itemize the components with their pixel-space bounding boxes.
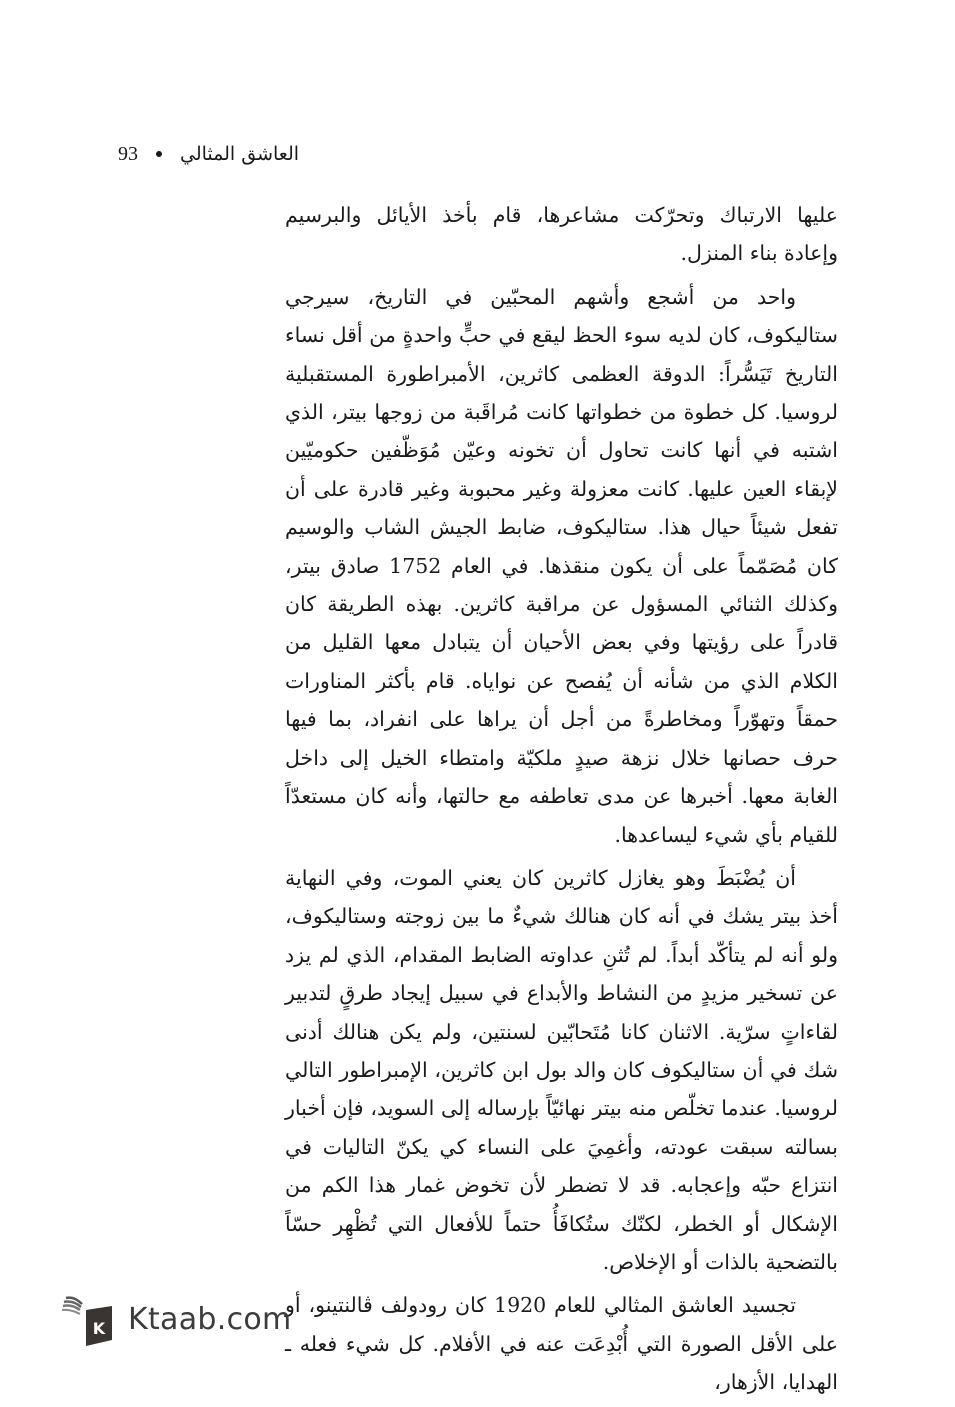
paragraph-2: واحد من أشجع وأشهم المحبّين في التاريخ، سيرجي ستاليكوف، كان لديه سوء الحظ ليقع في حبٍّ واحدةٍ من أقل نساء التاريخ تَيَسُّراً: الدوقة العظمى كاثرين، الأمبراطورة المستقبلية لروسيا. كل خطوة من خطواتها كانت مُراقَبة من زوجها بيتر، الذي اشتبه في أنها كانت تحاول أن تخونه وعيّن مُوَظّفين حكوميّين لإبقاء العين عليها. كانت معزولة وغير محبوبة وغير قادرة على أن تفعل شيئاً حيال هذا. ستاليكوف، ضابط الجيش الشاب والوسيم كان مُصَمّماً على أن يكون منقذها. في العام 1752 صادق بيتر، وكذلك الثنائي المسؤول عن مراقبة كاثرين. بهذه الطريقة كان قادراً على رؤيتها وفي بعض الأحيان أن يتبادل معها القليل من الكلام الذي من شأنه أن يُفصح عن نواياه. قام بأكثر المناورات حمقاً وتهوّراً ومخاطرةً من أجل أن يراها على انفراد، بما فيها حرف حصانها خلال نزهة صيدٍ ملكيّة وامتطاء الخيل إلى داخل الغابة معها. أخبرها عن مدى تعاطفه مع حالتها، وأنه كان مستعدّاً للقيام بأي شيء ليساعدها. — [285, 284, 838, 847]
paragraph-1: عليها الارتباك وتحرّكت مشاعرها، قام بأخذ الأيائل والبرسيم وإعادة بناء المنزل. — [285, 203, 838, 266]
page-number: 93 — [118, 142, 138, 165]
svg-text:K: K — [92, 1319, 106, 1338]
open-book-icon — [52, 1290, 114, 1348]
running-header — [118, 138, 299, 170]
page-body — [285, 196, 838, 1407]
bullet-separator-icon — [156, 151, 162, 157]
ktaab-watermark — [52, 1290, 292, 1348]
paragraph-3: أن يُضْبَطَ وهو يغازل كاثرين كان يعني الموت، وفي النهاية أخذ بيتر يشك في أنه كان هنالك شيءٌ ما بين زوجته وستاليكوف، ولو أنه لم يتأكّد أبداً. لم تُثنِ عداوته الضابط المقدام، الذي لم يزد عن تسخير مزيدٍ من النشاط والأبداع في سبيل إيجاد طرقٍ لتدبير لقاءاتٍ سرّية. الاثنان كانا مُتَحابّين لسنتين، ولم يكن هنالك أدنى شك في أن ستاليكوف كان والد بول ابن كاثرين، الإمبراطور التالي لروسيا. عندما تخلّص منه بيتر نهائيّاً بإرساله إلى السويد، فإن أخبار بسالته سبقت عودته، وأغمِيَ على النساء كي يكنّ التاليات في انتزاع حبّه وإعجابه. قد لا تضطر لأن تخوض غمار هذا الكم من الإشكال أو الخطر، لكنّك ستُكافَأُ حتماً للأفعال التي تُظْهِر حسّاً بالتضحية بالذات أو الإخلاص. — [285, 865, 838, 1274]
watermark-text: Ktaab.com — [128, 1301, 292, 1337]
chapter-title: العاشق المثالي — [180, 143, 300, 165]
paragraph-4: تجسيد العاشق المثالي للعام 1920 كان رودولف ڤالنتينو، أو على الأقل الصورة التي أُبْدِعَت عنه في الأفلام. كل شيء فعله ـ الهدايا، الأزهار، — [285, 1293, 838, 1395]
